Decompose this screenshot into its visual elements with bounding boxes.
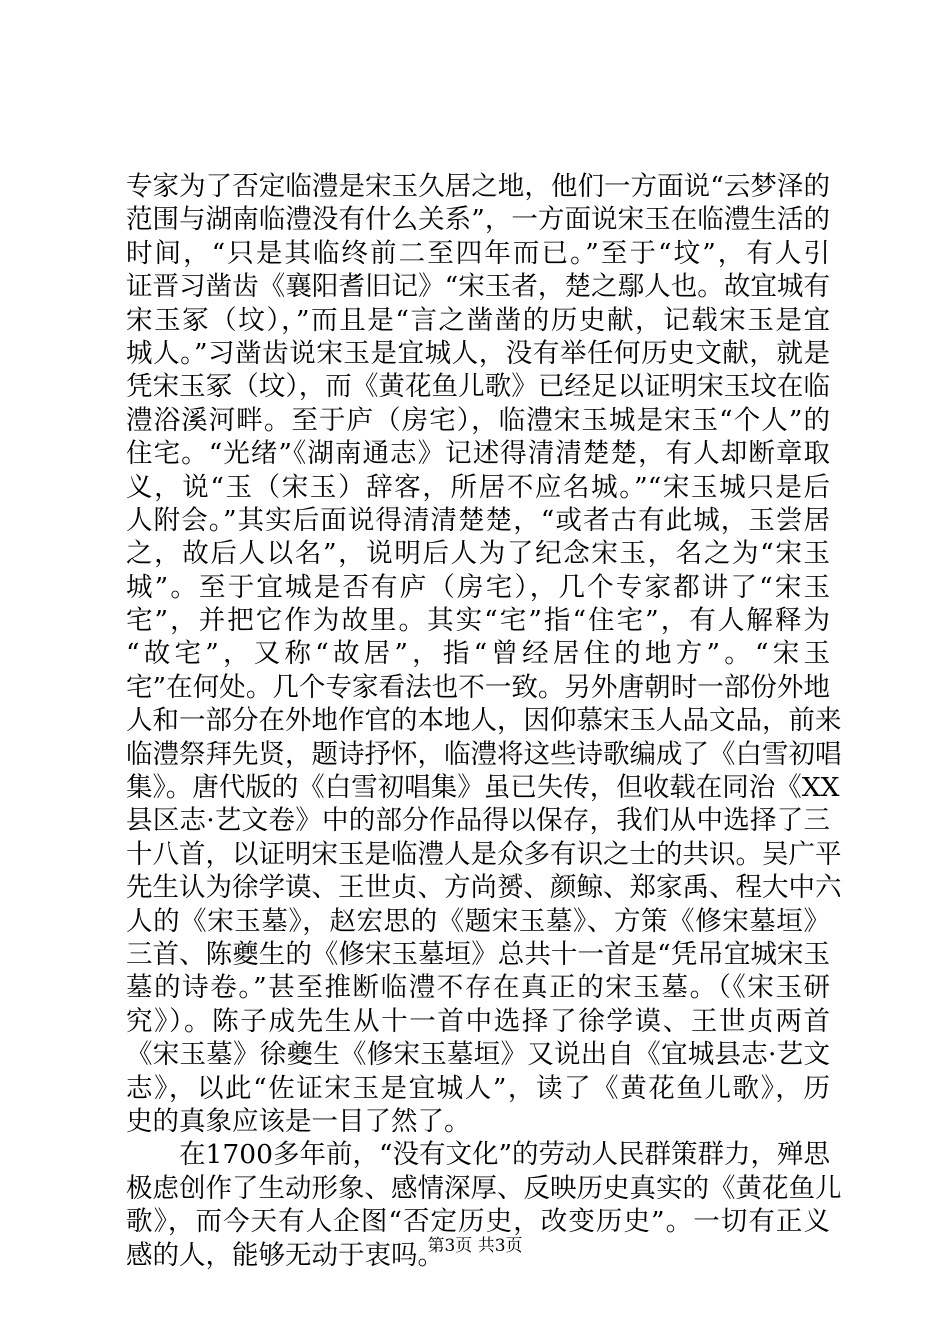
text-line: 先生认为徐学谟、王世贞、方尚赟、颜鲸、郑家禹、程大中六 bbox=[126, 872, 842, 904]
text-line: “故宅”，又称“故居”，指“曾经居住的地方”。“宋玉 bbox=[126, 638, 830, 670]
text-line: 义，说“玉（宋玉）辞客，所居不应名城。”“宋玉城只是后 bbox=[126, 471, 830, 503]
text-line: 人附会。”其实后面说得清清楚楚，“或者古有此城，玉尝居 bbox=[126, 504, 830, 536]
text-line: 宋玉冢（坟），”而且是“言之凿凿的历史献，记载宋玉是宜 bbox=[126, 304, 830, 336]
page-footer bbox=[0, 1234, 950, 1258]
text-line: 墓的诗卷。”甚至推断临澧不存在真正的宋玉墓。（《宋玉研 bbox=[126, 972, 830, 1004]
text-line: 《宋玉墓》徐夔生《修宋玉墓垣》又说出自《宜城县志·艺文 bbox=[126, 1039, 830, 1071]
text-line: 宅”在何处。几个专家看法也不一致。另外唐朝时一部份外地 bbox=[126, 671, 830, 703]
text-line: 临澧祭拜先贤，题诗抒怀，临澧将这些诗歌编成了《白雪初唱 bbox=[126, 738, 842, 770]
text-line: 之，故后人以名”，说明后人为了纪念宋玉，名之为“宋玉 bbox=[126, 538, 830, 570]
document-body bbox=[126, 170, 842, 1272]
text-line: 集》。唐代版的《白雪初唱集》虽已失传，但收载在同治《XX bbox=[126, 772, 840, 804]
text-line: 宅”，并把它作为故里。其实“宅”指“住宅”，有人解释为 bbox=[126, 605, 830, 637]
text-line: 究》）。陈子成先生从十一首中选择了徐学谟、王世贞两首 bbox=[126, 1005, 830, 1037]
text-line: 歌》，而今天有人企图“否定历史，改变历史”。一切有正义 bbox=[126, 1206, 830, 1238]
text-line: 澧浴溪河畔。至于庐（房宅），临澧宋玉城是宋玉“个人”的 bbox=[126, 404, 830, 436]
text-line: 时间，“只是其临终前二至四年而已。”至于“坟”，有人引 bbox=[126, 237, 830, 269]
text-line: 县区志·艺文卷》中的部分作品得以保存，我们从中选择了三 bbox=[126, 805, 830, 837]
paragraph-1 bbox=[126, 170, 842, 1138]
text-line: 城”。至于宜城是否有庐（房宅），几个专家都讲了“宋玉 bbox=[126, 571, 830, 603]
text-line: 史的真象应该是一目了然了。 bbox=[126, 1105, 471, 1137]
text-line: 凭宋玉冢（坟），而《黄花鱼儿歌》已经足以证明宋玉坟在临 bbox=[126, 371, 830, 403]
text-line: 证晋习凿齿《襄阳耆旧记》“宋玉者，楚之鄢人也。故宜城有 bbox=[126, 271, 830, 303]
text-line: 三首、陈夔生的《修宋玉墓垣》总共十一首是“凭吊宜城宋玉 bbox=[126, 938, 830, 970]
text-line: 专家为了否定临澧是宋玉久居之地，他们一方面说“云梦泽的 bbox=[126, 171, 830, 202]
text-line: 范围与湖南临澧没有什么关系”，一方面说宋玉在临澧生活的 bbox=[126, 204, 830, 236]
text-line: 住宅。“光绪”《湖南通志》记述得清清楚楚，有人却断章取 bbox=[126, 438, 830, 470]
text-line: 在1700多年前，“没有文化”的劳动人民群策群力，殚思 bbox=[179, 1139, 831, 1171]
text-line: 志》，以此“佐证宋玉是宜城人”，读了《黄花鱼儿歌》，历 bbox=[126, 1072, 830, 1104]
text-line: 人的《宋玉墓》，赵宏思的《题宋玉墓》、方策《修宋墓垣》 bbox=[126, 905, 830, 937]
text-line: 城人。”习凿齿说宋玉是宜城人，没有举任何历史文献，就是 bbox=[126, 337, 830, 369]
text-line: 十八首，以证明宋玉是临澧人是众多有识之士的共识。吴广平 bbox=[126, 838, 842, 870]
page-number: 第3页 共3页 bbox=[427, 1236, 523, 1256]
text-line: 感的人，能够无动于衷吗。 bbox=[126, 1239, 444, 1271]
text-line: 人和一部分在外地作官的本地人，因仰慕宋玉人品文品，前来 bbox=[126, 705, 842, 737]
text-line: 极虑创作了生动形象、感情深厚、反映历史真实的《黄花鱼儿 bbox=[126, 1172, 842, 1204]
